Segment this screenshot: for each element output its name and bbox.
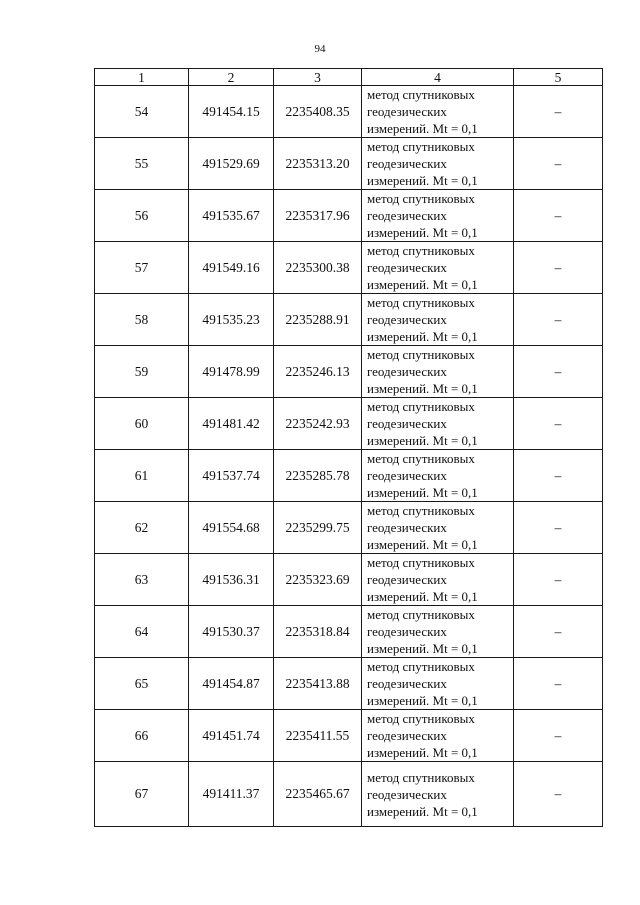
table-header-row	[95, 69, 603, 86]
method-cell	[362, 86, 514, 138]
method-cell	[362, 346, 514, 398]
method-cell	[362, 450, 514, 502]
table-row	[95, 86, 603, 138]
y-coordinate-cell: 2235285.78	[274, 450, 362, 502]
method-cell	[362, 658, 514, 710]
table-row	[95, 294, 603, 346]
method-line: геодезических	[367, 104, 447, 119]
method-line: метод спутниковых	[367, 191, 475, 206]
method-cell	[362, 294, 514, 346]
table-row	[95, 346, 603, 398]
x-coordinate-cell: 491530.37	[189, 606, 274, 658]
method-cell	[362, 398, 514, 450]
y-coordinate-cell: 2235246.13	[274, 346, 362, 398]
method-line: геодезических	[367, 624, 447, 639]
point-number-cell: 58	[95, 294, 189, 346]
note-cell: –	[514, 710, 603, 762]
x-coordinate-cell: 491554.68	[189, 502, 274, 554]
method-line: геодезических	[367, 520, 447, 535]
method-line: метод спутниковых	[367, 555, 475, 570]
method-cell	[362, 502, 514, 554]
method-line: метод спутниковых	[367, 607, 475, 622]
method-cell	[362, 554, 514, 606]
table-row	[95, 554, 603, 606]
y-coordinate-cell: 2235299.75	[274, 502, 362, 554]
method-line: геодезических	[367, 364, 447, 379]
method-line: метод спутниковых	[367, 503, 475, 518]
table-row	[95, 710, 603, 762]
method-line: геодезических	[367, 676, 447, 691]
method-line: измерений. Mt = 0,1	[367, 803, 478, 819]
note-cell: –	[514, 658, 603, 710]
page-number: 94	[314, 43, 326, 55]
point-number-cell: 56	[95, 190, 189, 242]
method-line: геодезических	[367, 728, 447, 743]
method-line: геодезических	[367, 572, 447, 587]
method-line: измерений. Mt = 0,1	[367, 745, 478, 760]
method-line: геодезических	[367, 468, 447, 483]
point-number-cell: 60	[95, 398, 189, 450]
method-line: геодезических	[367, 208, 447, 223]
y-coordinate-cell: 2235408.35	[274, 86, 362, 138]
x-coordinate-cell: 491535.67	[189, 190, 274, 242]
method-line: измерений. Mt = 0,1	[367, 381, 478, 396]
table-row	[95, 658, 603, 710]
point-number-cell: 59	[95, 346, 189, 398]
y-coordinate-cell: 2235323.69	[274, 554, 362, 606]
method-line: измерений. Mt = 0,1	[367, 225, 478, 240]
x-coordinate-cell: 491536.31	[189, 554, 274, 606]
y-coordinate-cell: 2235317.96	[274, 190, 362, 242]
x-coordinate-cell: 491537.74	[189, 450, 274, 502]
table-row	[95, 138, 603, 190]
method-cell	[362, 710, 514, 762]
method-cell	[362, 606, 514, 658]
point-number-cell: 55	[95, 138, 189, 190]
method-line: метод спутниковых	[367, 243, 475, 258]
header-col-5: 5	[514, 69, 603, 86]
note-cell: –	[514, 242, 603, 294]
y-coordinate-cell: 2235318.84	[274, 606, 362, 658]
table-row	[95, 450, 603, 502]
method-line: геодезических	[367, 260, 447, 275]
x-coordinate-cell: 491411.37	[189, 762, 274, 827]
table-row	[95, 762, 603, 827]
y-coordinate-cell: 2235288.91	[274, 294, 362, 346]
method-cell	[362, 138, 514, 190]
method-line: геодезических	[367, 156, 447, 171]
header-col-4: 4	[362, 69, 514, 86]
x-coordinate-cell: 491529.69	[189, 138, 274, 190]
y-coordinate-cell: 2235413.88	[274, 658, 362, 710]
table-row	[95, 242, 603, 294]
header-col-3: 3	[274, 69, 362, 86]
point-number-cell: 54	[95, 86, 189, 138]
method-cell	[362, 242, 514, 294]
note-cell: –	[514, 398, 603, 450]
table-body	[95, 86, 603, 827]
note-cell: –	[514, 554, 603, 606]
method-line: метод спутниковых	[367, 711, 475, 726]
method-line: геодезических	[367, 416, 447, 431]
header-col-1: 1	[95, 69, 189, 86]
note-cell: –	[514, 502, 603, 554]
x-coordinate-cell: 491549.16	[189, 242, 274, 294]
method-line: геодезических	[367, 312, 447, 327]
note-cell: –	[514, 138, 603, 190]
method-line: геодезических	[367, 786, 447, 802]
note-cell: –	[514, 346, 603, 398]
note-cell: –	[514, 450, 603, 502]
note-cell: –	[514, 86, 603, 138]
method-line: измерений. Mt = 0,1	[367, 121, 478, 136]
method-line: метод спутниковых	[367, 295, 475, 310]
y-coordinate-cell: 2235313.20	[274, 138, 362, 190]
point-number-cell: 65	[95, 658, 189, 710]
method-line: измерений. Mt = 0,1	[367, 277, 478, 292]
y-coordinate-cell: 2235465.67	[274, 762, 362, 827]
method-cell	[362, 190, 514, 242]
method-line: измерений. Mt = 0,1	[367, 485, 478, 500]
method-line: измерений. Mt = 0,1	[367, 589, 478, 604]
method-line: метод спутниковых	[367, 347, 475, 362]
method-line: метод спутниковых	[367, 451, 475, 466]
table-row	[95, 502, 603, 554]
method-line: метод спутниковых	[367, 87, 475, 102]
coordinates-table	[94, 68, 603, 827]
y-coordinate-cell: 2235411.55	[274, 710, 362, 762]
y-coordinate-cell: 2235300.38	[274, 242, 362, 294]
table-row	[95, 190, 603, 242]
method-cell	[362, 762, 514, 827]
method-line: метод спутниковых	[367, 399, 475, 414]
point-number-cell: 66	[95, 710, 189, 762]
method-line: измерений. Mt = 0,1	[367, 693, 478, 708]
method-line: метод спутниковых	[367, 769, 475, 785]
y-coordinate-cell: 2235242.93	[274, 398, 362, 450]
note-cell: –	[514, 294, 603, 346]
method-line: измерений. Mt = 0,1	[367, 641, 478, 656]
note-cell: –	[514, 762, 603, 827]
x-coordinate-cell: 491454.87	[189, 658, 274, 710]
note-cell: –	[514, 606, 603, 658]
x-coordinate-cell: 491478.99	[189, 346, 274, 398]
x-coordinate-cell: 491451.74	[189, 710, 274, 762]
method-line: метод спутниковых	[367, 659, 475, 674]
point-number-cell: 57	[95, 242, 189, 294]
method-line: измерений. Mt = 0,1	[367, 329, 478, 344]
method-line: метод спутниковых	[367, 139, 475, 154]
x-coordinate-cell: 491481.42	[189, 398, 274, 450]
method-line: измерений. Mt = 0,1	[367, 537, 478, 552]
point-number-cell: 61	[95, 450, 189, 502]
header-col-2: 2	[189, 69, 274, 86]
x-coordinate-cell: 491454.15	[189, 86, 274, 138]
method-line: измерений. Mt = 0,1	[367, 173, 478, 188]
note-cell: –	[514, 190, 603, 242]
point-number-cell: 64	[95, 606, 189, 658]
table-row	[95, 606, 603, 658]
table-row	[95, 398, 603, 450]
point-number-cell: 67	[95, 762, 189, 827]
point-number-cell: 62	[95, 502, 189, 554]
method-line: измерений. Mt = 0,1	[367, 433, 478, 448]
x-coordinate-cell: 491535.23	[189, 294, 274, 346]
point-number-cell: 63	[95, 554, 189, 606]
